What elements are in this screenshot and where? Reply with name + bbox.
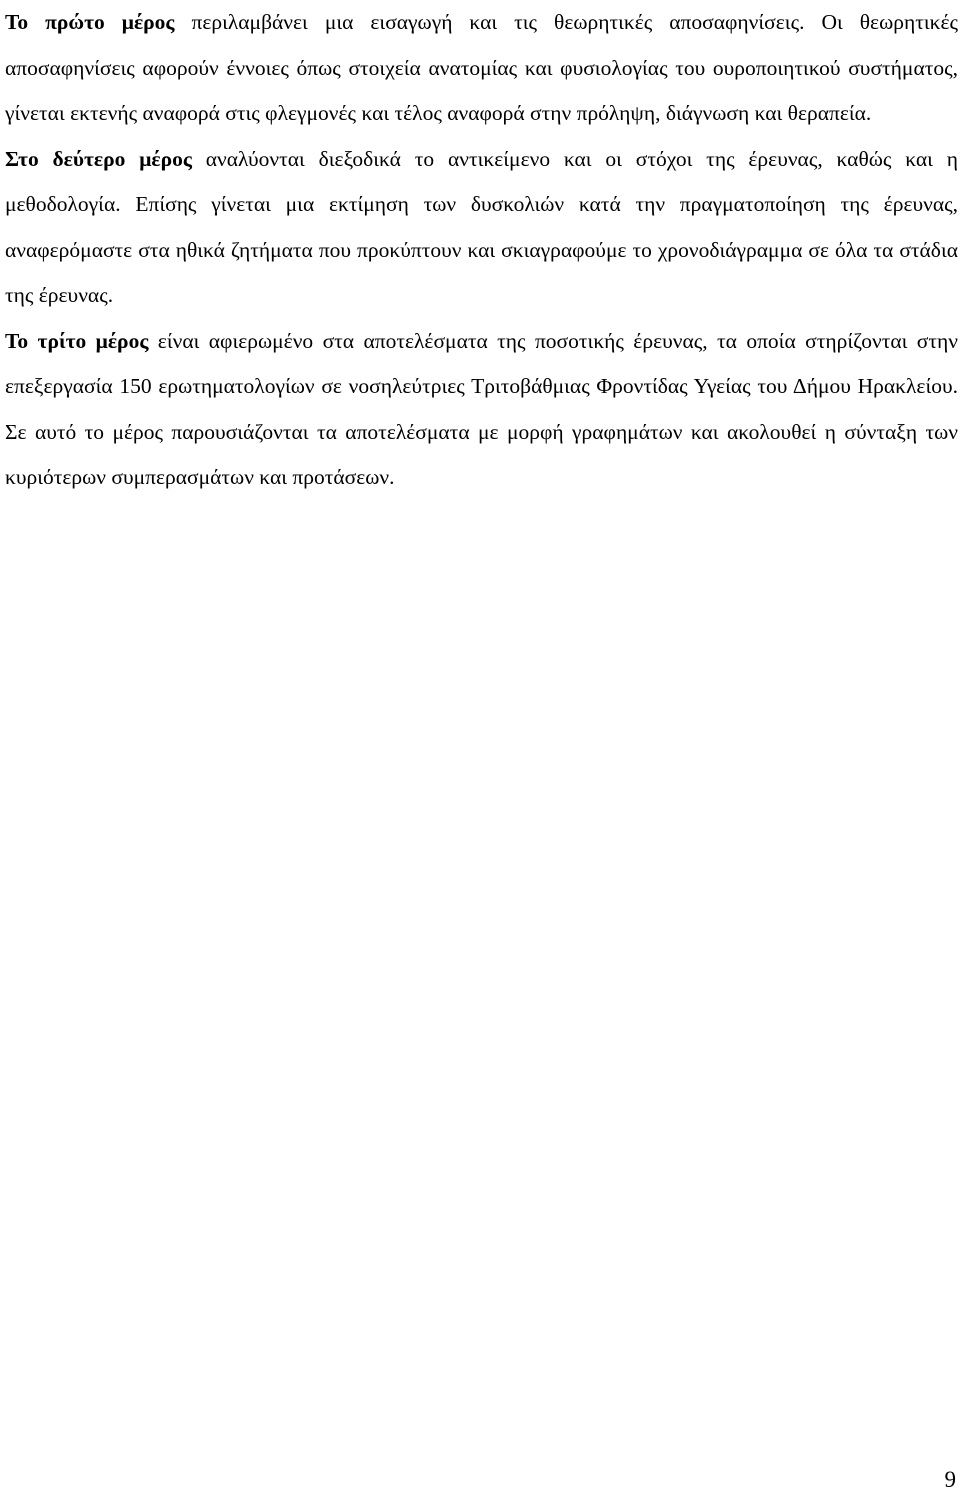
paragraph-part-one: [5, 0, 958, 137]
paragraph-text: περιλαμβάνει μια εισαγωγή και τις θεωρητικές αποσαφηνίσεις. Οι θεωρητικές αποσαφηνίσεις αφορούν έννοιες όπως στοιχεία ανατομίας και φυσιολογίας του ουροποιητικού συστήματος, γίνεται εκτενής αναφορά στις φλεγμονές και τέλος αναφορά στην πρόληψη, διάγνωση και θεραπεία.: [5, 10, 959, 125]
document-body: [5, 0, 958, 501]
paragraph-part-three: [5, 319, 958, 501]
paragraph-part-two: [5, 137, 958, 319]
paragraph-lead: Το τρίτο μέρος: [5, 328, 149, 353]
page-number: 9: [944, 1467, 956, 1492]
paragraph-lead: Στο δεύτερο μέρος: [5, 146, 192, 171]
paragraph-lead: Το πρώτο μέρος: [5, 10, 175, 34]
paragraph-text: αναλύονται διεξοδικά το αντικείμενο και οι στόχοι της έρευνας, καθώς και η μεθοδολογία. Επίσης γίνεται μια εκτίμηση των δυσκολιών κατά την πραγματοποίηση της έρευνας, αναφερόμαστε στα ηθικά ζητήματα που προκύπτουν και σκιαγραφούμε το χρονοδιάγραμμα σε όλα τα στάδια της έρευνας.: [5, 146, 958, 307]
paragraph-text: είναι αφιερωμένο στα αποτελέσματα της ποσοτικής έρευνας, τα οποία στηρίζονται στην επεξεργασία 150 ερωτηματολογίων σε νοσηλεύτριες Τριτοβάθμιας Φροντίδας Υγείας του Δήμου Ηρακλείου. Σε αυτό το μέρος παρουσιάζονται τα αποτελέσματα με μορφή γραφημάτων και ακολουθεί η σύνταξη των κυριότερων συμπερασμάτων και προτάσεων.: [5, 328, 958, 489]
